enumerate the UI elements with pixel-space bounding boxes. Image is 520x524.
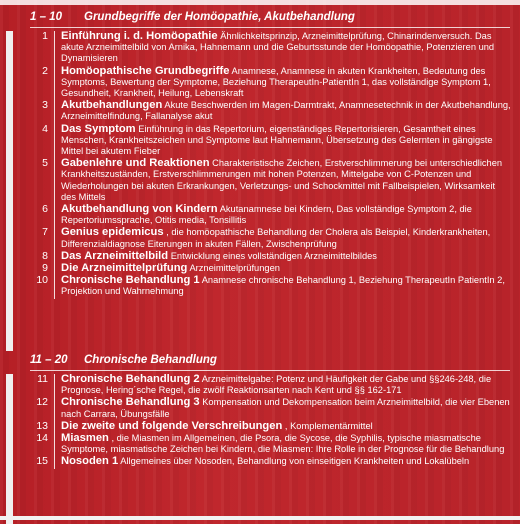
- lesson-content: [61, 456, 512, 468]
- lesson-number: 3: [42, 99, 48, 112]
- section-header: [0, 352, 520, 369]
- lesson-title: Chronische Behandlung 3: [61, 396, 200, 409]
- lesson-title: Chronische Behandlung 1: [61, 274, 200, 287]
- lesson-content: [61, 66, 512, 101]
- lesson-content: [61, 100, 512, 123]
- lesson-description: Anamnese chronische Behandlung 1, Beziehung TherapeutIn PatientIn 2, Projektion und Wahrnehmung: [61, 275, 505, 297]
- lesson-row: [30, 204, 512, 227]
- lesson-title: Miasmen: [61, 432, 109, 445]
- lesson-content: [61, 31, 512, 66]
- lesson-content: [61, 374, 512, 397]
- section-chronische-behandlung: [0, 352, 520, 468]
- sidebar-accent-bar: [6, 31, 13, 351]
- lesson-number: 1: [42, 30, 48, 42]
- lesson-row: [30, 227, 512, 250]
- lesson-title: Gabenlehre und Reaktionen: [61, 157, 210, 170]
- lesson-title: Das Arzneimittelbild: [61, 249, 169, 262]
- lesson-number: 4: [42, 122, 48, 135]
- lesson-description: Anamnese, Anamnese in akuten Krankheiten, Bedeutung des Symptoms, Bewertung der Symptome, Beziehung TherapeutIn-PatientIn 1, das vollständige Symptom 1, Gesundheit, Krankheit, Heilung, Lebenskraft: [61, 65, 491, 99]
- lesson-description: Akute Beschwerden im Magen-Darmtrakt, Anamnesetechnik in der Akutbehandlung, Arzneimittelfindung, Fallanalyse akut: [61, 100, 511, 122]
- lesson-row: [30, 66, 512, 101]
- lesson-row: [30, 374, 512, 397]
- lesson-title: Das Symptom: [61, 122, 136, 135]
- section-title: Chronische Behandlung: [84, 354, 217, 366]
- lesson-description: Allgemeines über Nosoden, Behandlung von einseitigen Krankheiten und Lokalübeln: [120, 456, 470, 467]
- lesson-row: [30, 124, 512, 159]
- lesson-number: 6: [42, 203, 48, 216]
- top-border: [0, 0, 520, 5]
- lesson-content: [61, 204, 512, 227]
- lesson-content: [61, 433, 512, 456]
- lesson-number: 7: [42, 226, 48, 239]
- lesson-row: [30, 158, 512, 204]
- lesson-row: [30, 100, 512, 123]
- lesson-description: Einführung in das Repertorium, eigenständiges Repertorisieren, Gesamtheit eines Menschen, Krankheitszeichen und Symptome laut Hahnemann, Übersetzung des Gelernten in gängigste Mittel bei akutem Fieber: [61, 123, 493, 157]
- row-divider: [54, 251, 55, 263]
- row-divider: [54, 433, 55, 456]
- lesson-content: [61, 227, 512, 250]
- row-divider: [54, 31, 55, 66]
- lesson-title: Chronische Behandlung 2: [61, 373, 200, 385]
- sidebar-accent-bar: [6, 374, 13, 524]
- lesson-description: , die homöopathische Behandlung der Cholera als Beispiel, Kinderkrankheiten, Differenzialdiagnose Eiterungen in akuten Fällen, Zwischenprüfung: [61, 227, 491, 249]
- header-divider: [30, 27, 510, 28]
- lesson-description: Entwicklung eines vollständigen Arzneimittelbildes: [170, 250, 377, 261]
- lesson-number: 15: [36, 455, 48, 468]
- lesson-title: Genius epidemicus: [61, 226, 164, 239]
- lesson-description: Arzneimittelgabe: Potenz und Häufigkeit der Gabe und §§246-248, die Prognose, Hering´sche Regel, die zwölf Reaktionsarten nach Kent und §§ 162-171: [61, 374, 492, 396]
- lesson-number: 14: [36, 432, 48, 445]
- lesson-content: [61, 421, 512, 433]
- lesson-number: 12: [36, 396, 48, 409]
- row-divider: [54, 374, 55, 397]
- lesson-number: 8: [42, 249, 48, 262]
- lesson-description: Charakteristische Zeichen, Erstverschlimmerung bei unterschiedlichen Krankheitszuständen, Erstverschlimmerungen mit hohen Potenzen, Mittelgabe von C-Potenzen und Wiederholungen bei akuten Erkrankungen, Verletzungs- und Schockmittel mit Fallbeispielen, Wirksamkeit des Mittels: [61, 158, 503, 202]
- section-range: 1 – 10: [30, 11, 62, 23]
- lesson-description: Ähnlichkeitsprinzip, Arzneimittelprüfung, Chinarindenversuch. Das akute Arzneimittelbild von Arnika, Hahnemann und die Geburtsstunde der Homöopathie, Potenzieren und Dynamisieren: [61, 31, 495, 64]
- lesson-number: 10: [36, 274, 48, 287]
- lesson-title: Die Arzneimittelprüfung: [61, 262, 188, 275]
- lesson-content: [61, 275, 512, 298]
- row-divider: [54, 275, 55, 298]
- row-divider: [54, 100, 55, 123]
- row-divider: [54, 66, 55, 101]
- header-divider: [30, 370, 510, 371]
- lesson-list: [30, 31, 512, 299]
- lesson-content: [61, 397, 512, 420]
- row-divider: [54, 204, 55, 227]
- lesson-title: Einführung i. d. Homöopathie: [61, 30, 218, 42]
- lesson-description: Akutanamnese bei Kindern, Das vollständige Symptom 2, die Repertoriumssprache, Otitis media, Tonsillitis: [61, 204, 472, 226]
- row-divider: [54, 263, 55, 275]
- lesson-content: [61, 158, 512, 204]
- lesson-number: 13: [36, 419, 48, 432]
- lesson-description: , die Miasmen im Allgemeinen, die Psora, die Sycose, die Syphilis, typische miasmatische Symptome, miasmatische Zeichen bei Kindern, die Miasmen: Ihre Rolle in der Prognose für die Behandlung: [61, 433, 505, 455]
- section-header: [0, 9, 520, 26]
- lesson-content: [61, 124, 512, 159]
- row-divider: [54, 456, 55, 468]
- lesson-description: Arzneimittelprüfungen: [189, 263, 280, 274]
- lesson-row: [30, 31, 512, 66]
- lesson-title: Die zweite und folgende Verschreibungen: [61, 419, 283, 432]
- lesson-number: 5: [42, 157, 48, 170]
- lesson-row: [30, 433, 512, 456]
- section-range: 11 – 20: [30, 354, 68, 366]
- section-grundbegriffe: [0, 9, 520, 297]
- lesson-number: 2: [42, 64, 48, 77]
- lesson-list: [30, 374, 512, 469]
- lesson-row: [30, 397, 512, 420]
- lesson-title: Homöopathische Grundbegriffe: [61, 64, 230, 77]
- lesson-description: , Komplementärmittel: [284, 420, 373, 431]
- row-divider: [54, 227, 55, 250]
- lesson-title: Akutbehandlung von Kindern: [61, 203, 218, 216]
- lesson-number: 11: [37, 373, 48, 385]
- section-title: Grundbegriffe der Homöopathie, Akutbehandlung: [84, 11, 355, 23]
- row-divider: [54, 124, 55, 159]
- lesson-title: Nosoden 1: [61, 455, 119, 468]
- row-divider: [54, 421, 55, 433]
- lesson-row: [30, 456, 512, 468]
- lesson-number: 9: [42, 262, 48, 275]
- row-divider: [54, 158, 55, 204]
- row-divider: [54, 397, 55, 420]
- lesson-row: [30, 275, 512, 298]
- bottom-border: [0, 516, 520, 520]
- lesson-title: Akutbehandlungen: [61, 99, 163, 112]
- lesson-description: Kompensation und Dekompensation beim Arzneimittelbild, die vier Ebenen nach Carrara, Übungsfälle: [61, 397, 510, 419]
